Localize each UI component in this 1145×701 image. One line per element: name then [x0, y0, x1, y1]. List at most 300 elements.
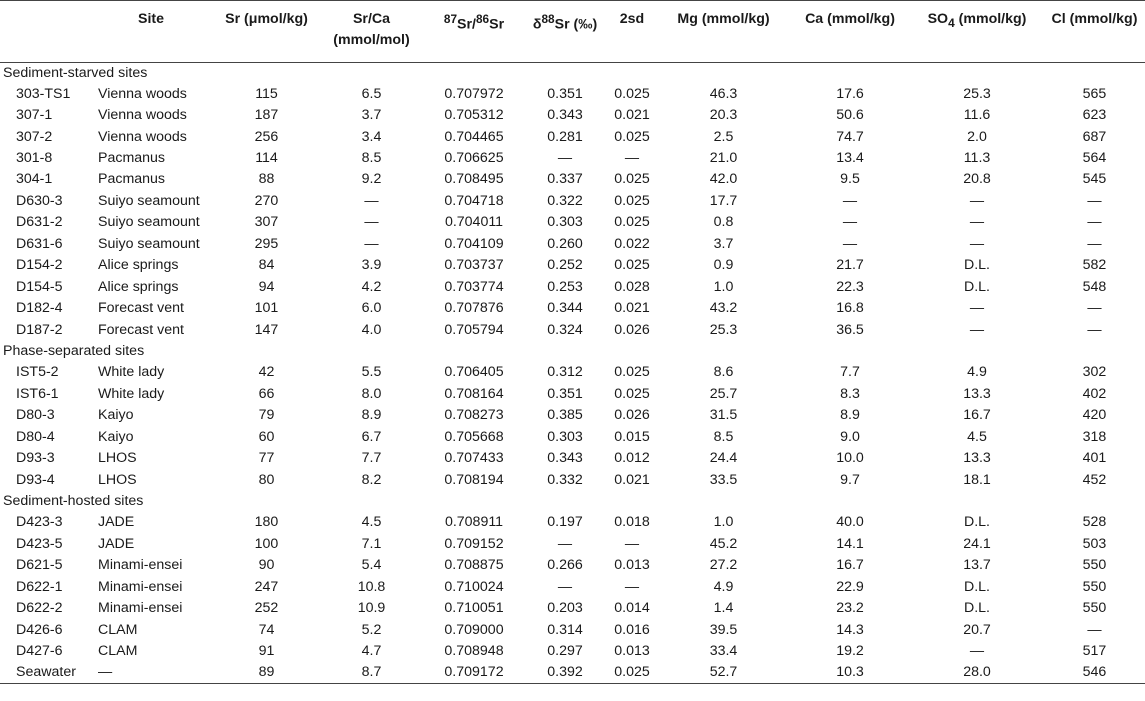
table-cell: 0.026 — [614, 321, 650, 338]
table-cell: 3.9 — [361, 257, 382, 274]
table-cell: 74 — [258, 621, 275, 638]
header-ca: Ca (mmol/kg) — [805, 11, 895, 27]
table-cell: 0.708911 — [444, 514, 504, 531]
table-cell: 564 — [1082, 150, 1107, 167]
table-cell: 7.7 — [361, 450, 382, 467]
table-cell: 0.708948 — [444, 643, 504, 660]
table-cell: 0.703737 — [444, 257, 504, 274]
table-cell: 8.5 — [361, 150, 382, 167]
table-cell: Kaiyo — [98, 407, 134, 424]
table-cell: 0.203 — [547, 600, 583, 617]
table-cell: 22.9 — [836, 578, 864, 595]
table-cell: 302 — [1082, 364, 1107, 381]
table-cell: 1.0 — [713, 278, 734, 295]
table-row — [0, 619, 1145, 640]
table-cell: 0.344 — [547, 300, 583, 317]
table-cell: 8.5 — [713, 428, 734, 445]
table-cell: 7.1 — [361, 535, 382, 552]
table-cell: — — [969, 321, 985, 338]
table-cell: 42.0 — [709, 171, 738, 188]
table-row — [0, 641, 1145, 662]
table-cell: 0.016 — [614, 621, 650, 638]
table-cell: 0.705668 — [444, 428, 504, 445]
table-cell: 11.6 — [963, 107, 991, 124]
table-cell: 0.392 — [547, 664, 583, 681]
header-site: Site — [138, 11, 165, 27]
table-row — [0, 148, 1145, 169]
table-cell: 0.197 — [547, 514, 583, 531]
table-cell: 11.3 — [963, 150, 991, 167]
table-cell: Seawater — [16, 664, 76, 681]
table-cell: — — [557, 535, 573, 552]
table-cell: 546 — [1082, 664, 1107, 681]
table-cell: 318 — [1082, 428, 1107, 445]
table-cell: 10.8 — [357, 578, 386, 595]
table-cell: 4.5 — [361, 514, 382, 531]
table-cell: 6.0 — [361, 300, 382, 317]
table-row — [0, 276, 1145, 297]
table-cell: 307-1 — [16, 107, 53, 124]
table-cell: White lady — [98, 364, 165, 381]
table-cell: 4.2 — [361, 278, 382, 295]
header-delta: $\delta^{88}Sr$ (‰) — [532, 12, 598, 33]
table-cell: — — [624, 578, 640, 595]
table-row — [0, 319, 1145, 340]
table-cell: 0.351 — [547, 385, 583, 402]
table-cell: 180 — [254, 514, 279, 531]
table-cell: 13.3 — [963, 385, 991, 402]
table-row — [0, 577, 1145, 598]
table-cell: 19.2 — [836, 643, 864, 660]
table-cell: 17.7 — [709, 192, 738, 209]
table-cell: 0.021 — [614, 471, 650, 488]
table-cell: — — [1087, 235, 1102, 252]
table-cell: 25.3 — [963, 85, 991, 102]
table-cell: 74.7 — [836, 128, 864, 145]
table-cell: 4.7 — [361, 643, 382, 660]
table-cell: 0.303 — [547, 428, 583, 445]
table-cell: — — [1087, 621, 1102, 638]
table-row — [0, 255, 1145, 276]
table-cell: 0.303 — [547, 214, 583, 231]
table-cell: 8.9 — [361, 407, 382, 424]
table-cell: 8.3 — [840, 385, 860, 402]
table-cell: 0.266 — [547, 557, 583, 574]
table-row — [0, 298, 1145, 319]
table-cell: 2.0 — [967, 128, 987, 145]
table-cell: Vienna woods — [98, 85, 187, 102]
table-cell: 401 — [1082, 450, 1107, 467]
table-cell: LHOS — [98, 450, 137, 467]
header-ratio: $^{87}$Sr/$^{86}$Sr — [443, 12, 505, 33]
table-cell: 517 — [1082, 643, 1107, 660]
table-cell: 307-2 — [16, 128, 53, 145]
table-cell: Minami-ensei — [98, 600, 183, 617]
table-cell: 0.708164 — [444, 385, 504, 402]
table-cell: — — [364, 192, 379, 209]
table-cell: 0.351 — [547, 85, 583, 102]
table-cell: Pacmanus — [98, 150, 166, 167]
table-cell: 101 — [254, 300, 279, 317]
table-cell: 60 — [258, 428, 275, 445]
table-cell: 10.9 — [357, 600, 386, 617]
table-cell: 3.7 — [361, 107, 382, 124]
header-mg: Mg (mmol/kg) — [677, 11, 770, 27]
table-cell: — — [1087, 192, 1102, 209]
table-cell: 0.707876 — [444, 300, 504, 317]
table-cell: 27.2 — [709, 557, 738, 574]
table-cell: 0.013 — [614, 557, 650, 574]
table-body — [0, 62, 1145, 684]
table-row — [0, 384, 1145, 405]
table-cell: — — [969, 300, 985, 317]
table-cell: 550 — [1082, 557, 1107, 574]
table-cell: 0.710024 — [444, 578, 504, 595]
table-cell: 0.704718 — [444, 192, 504, 209]
table-cell: 565 — [1082, 85, 1107, 102]
table-cell: 0.025 — [614, 171, 650, 188]
table-cell: D.L. — [963, 578, 991, 595]
table-cell: 687 — [1082, 128, 1107, 145]
table-cell: 0.014 — [614, 600, 650, 617]
table-cell: Forecast vent — [98, 300, 184, 317]
table-cell: 21.0 — [709, 150, 738, 167]
table-cell: LHOS — [98, 471, 137, 488]
group-title: Sediment-hosted sites — [3, 493, 144, 510]
table-cell: 0.707972 — [444, 85, 504, 102]
table-cell: D621-5 — [16, 557, 63, 574]
table-cell: 115 — [255, 85, 278, 102]
table-cell: — — [969, 643, 985, 660]
table-cell: 0.707433 — [444, 450, 504, 467]
table-cell: D80-4 — [16, 428, 55, 445]
table-cell: Suiyo seamount — [98, 235, 200, 252]
group-heading-row — [0, 62, 1145, 84]
table-cell: CLAM — [98, 621, 138, 638]
table-cell: Forecast vent — [98, 321, 184, 338]
table-cell: 6.7 — [361, 428, 382, 445]
table-cell: — — [98, 664, 113, 681]
header-srca: Sr/Ca (mmol/mol) — [333, 11, 410, 48]
table-row — [0, 448, 1145, 469]
table-cell: Minami-ensei — [98, 557, 183, 574]
table-cell: 0.708495 — [444, 171, 504, 188]
table-cell: D423-5 — [16, 535, 63, 552]
table-row — [0, 362, 1145, 383]
table-cell: — — [557, 578, 573, 595]
table-row — [0, 555, 1145, 576]
table-cell: 79 — [258, 407, 275, 424]
table-cell: 18.1 — [963, 471, 991, 488]
table-cell: 89 — [258, 664, 275, 681]
table-cell: 0.018 — [614, 514, 650, 531]
table-cell: 0.022 — [614, 235, 650, 252]
table-cell: 90 — [258, 557, 275, 574]
table-cell: — — [842, 214, 858, 231]
table-cell: Alice springs — [98, 278, 179, 295]
table-cell: 0.709172 — [444, 664, 504, 681]
table-cell: 0.260 — [547, 235, 583, 252]
table-cell: 503 — [1082, 535, 1107, 552]
table-cell: 25.3 — [709, 321, 738, 338]
table-cell: D93-4 — [16, 471, 55, 488]
table-cell: 5.2 — [361, 621, 382, 638]
table-cell: 100 — [254, 535, 279, 552]
table-cell: 66 — [258, 385, 275, 402]
table-cell: Pacmanus — [98, 171, 166, 188]
table-row — [0, 126, 1145, 147]
table-row — [0, 169, 1145, 190]
table-cell: 25.7 — [709, 385, 738, 402]
table-cell: D.L. — [963, 600, 991, 617]
table-cell: 5.5 — [361, 364, 382, 381]
table-cell: 42 — [258, 364, 275, 381]
table-cell: D182-4 — [16, 300, 63, 317]
table-row — [0, 469, 1145, 490]
header-sr: Sr (μmol/kg) — [225, 11, 308, 27]
table-cell: 0.705312 — [444, 107, 504, 124]
table-cell: 0.012 — [614, 450, 650, 467]
table-cell: 0.025 — [614, 385, 650, 402]
table-cell: D622-2 — [16, 600, 63, 617]
table-cell: D187-2 — [16, 321, 63, 338]
table-cell: D423-3 — [16, 514, 63, 531]
header-so4: $SO_4$ (mmol/kg) — [927, 11, 1027, 30]
table-row — [0, 405, 1145, 426]
table-row — [0, 598, 1145, 619]
table-cell: 0.025 — [614, 257, 650, 274]
table-cell: 0.025 — [614, 214, 650, 231]
table-cell: 0.025 — [614, 128, 650, 145]
table-cell: Alice springs — [98, 257, 179, 274]
table-cell: 114 — [255, 150, 278, 167]
table-cell: — — [557, 150, 573, 167]
table-cell: 0.324 — [547, 321, 583, 338]
table-row — [0, 512, 1145, 533]
table-cell: 0.703774 — [444, 278, 504, 295]
table-cell: 0.708273 — [444, 407, 504, 424]
table-cell: D426-6 — [16, 621, 63, 638]
table-row — [0, 234, 1145, 255]
table-cell: IST5-2 — [16, 364, 59, 381]
table-cell: — — [969, 192, 985, 209]
table-cell: 8.6 — [713, 364, 734, 381]
table-cell: 0.709152 — [444, 535, 504, 552]
table-cell: 304-1 — [16, 171, 53, 188]
table-cell: 0.709000 — [444, 621, 504, 638]
table-cell: 3.7 — [713, 235, 734, 252]
table-cell: — — [842, 235, 858, 252]
table-cell: Minami-ensei — [98, 578, 183, 595]
table-cell: IST6-1 — [16, 385, 59, 402]
table-cell: JADE — [98, 535, 135, 552]
table-cell: 6.5 — [361, 85, 382, 102]
table-cell: 20.7 — [963, 621, 991, 638]
table-cell: 2.5 — [713, 128, 734, 145]
table-cell: 16.7 — [963, 407, 991, 424]
table-cell: 0.253 — [547, 278, 583, 295]
table-cell: 24.1 — [963, 535, 991, 552]
table-cell: 4.9 — [967, 364, 987, 381]
table-cell: 1.0 — [713, 514, 734, 531]
table-cell: 33.4 — [709, 643, 738, 660]
table-cell: D427-6 — [16, 643, 63, 660]
table-cell: 33.5 — [709, 471, 738, 488]
table-cell: 80 — [258, 471, 275, 488]
table-cell: D.L. — [963, 257, 991, 274]
table-cell: D631-6 — [16, 235, 63, 252]
table-row — [0, 191, 1145, 212]
table-cell: Suiyo seamount — [98, 214, 200, 231]
table-cell: 0.706405 — [444, 364, 504, 381]
table-cell: — — [1087, 321, 1102, 338]
table-cell: 36.5 — [836, 321, 864, 338]
table-cell: 0.343 — [547, 450, 583, 467]
group-title: Sediment-starved sites — [3, 64, 148, 81]
table-cell: 0.281 — [547, 128, 583, 145]
table-cell: 24.4 — [709, 450, 738, 467]
table-cell: 45.2 — [709, 535, 738, 552]
table-cell: 14.1 — [836, 535, 864, 552]
table-cell: 0.025 — [614, 364, 650, 381]
table-cell: CLAM — [98, 643, 138, 660]
table-cell: 21.7 — [836, 257, 864, 274]
table-cell: 0.343 — [547, 107, 583, 124]
table-cell: 0.8 — [713, 214, 734, 231]
table-cell: 94 — [258, 278, 275, 295]
table-cell: 7.7 — [840, 364, 860, 381]
table-cell: 550 — [1082, 600, 1107, 617]
table-row — [0, 212, 1145, 233]
header-row — [0, 0, 1145, 62]
table-cell: 147 — [254, 321, 279, 338]
table-cell: 16.8 — [836, 300, 864, 317]
table-cell: 0.322 — [547, 192, 583, 209]
table-cell: 9.0 — [840, 428, 860, 445]
table-cell: — — [969, 214, 985, 231]
table-cell: 4.5 — [967, 428, 987, 445]
table-cell: 0.021 — [614, 300, 650, 317]
table-cell: 8.0 — [361, 385, 382, 402]
table-cell: 9.7 — [840, 471, 860, 488]
table-cell: 1.4 — [713, 600, 734, 617]
table-cell: — — [842, 192, 858, 209]
table-cell: 0.704011 — [444, 214, 504, 231]
table-cell: 528 — [1082, 514, 1107, 531]
table-cell: 16.7 — [836, 557, 864, 574]
table-cell: 0.708875 — [444, 557, 504, 574]
table-cell: 4.9 — [713, 578, 734, 595]
table-cell: 187 — [254, 107, 279, 124]
table-cell: 247 — [254, 578, 279, 595]
table-cell: 4.0 — [361, 321, 382, 338]
table-cell: 17.6 — [836, 85, 864, 102]
table-cell: 9.2 — [361, 171, 382, 188]
table-cell: 307 — [254, 214, 279, 231]
header-id — [0, 0, 98, 62]
table-cell: 0.710051 — [444, 600, 504, 617]
table-cell: 28.0 — [963, 664, 991, 681]
table-cell: — — [624, 150, 640, 167]
table-cell: 256 — [254, 128, 279, 145]
table-cell: 0.025 — [614, 664, 650, 681]
table-cell: — — [969, 235, 985, 252]
table-cell: 0.337 — [547, 171, 583, 188]
table-cell: D154-5 — [16, 278, 63, 295]
table-row — [0, 662, 1145, 684]
table-cell: 9.5 — [840, 171, 860, 188]
table-cell: 0.705794 — [444, 321, 504, 338]
header-2sd: 2sd — [619, 11, 645, 27]
group-heading-row — [0, 491, 1145, 512]
table-cell: 52.7 — [709, 664, 738, 681]
table-cell: — — [624, 535, 640, 552]
table-cell: 3.4 — [361, 128, 382, 145]
table-cell: 0.704465 — [444, 128, 504, 145]
table-cell: 10.0 — [836, 450, 864, 467]
group-title: Phase-separated sites — [3, 342, 145, 359]
group-heading-row — [0, 341, 1145, 362]
table-cell: 0.015 — [614, 428, 650, 445]
table-cell: 0.704109 — [444, 235, 504, 252]
table-cell: 39.5 — [709, 621, 738, 638]
table-cell: 0.385 — [547, 407, 583, 424]
table-cell: D.L. — [963, 278, 991, 295]
table-cell: 23.2 — [836, 600, 864, 617]
table-cell: D80-3 — [16, 407, 55, 424]
table-cell: D630-3 — [16, 192, 63, 209]
table-cell: 420 — [1082, 407, 1107, 424]
table-cell: 0.028 — [614, 278, 650, 295]
table-cell: Suiyo seamount — [98, 192, 200, 209]
table-cell: 46.3 — [709, 85, 738, 102]
table-cell: 8.2 — [361, 471, 382, 488]
table-cell: Vienna woods — [98, 107, 187, 124]
table-cell: 84 — [258, 257, 275, 274]
table-cell: 0.9 — [713, 257, 734, 274]
table-row — [0, 105, 1145, 126]
table-cell: — — [364, 235, 379, 252]
table-cell: 14.3 — [836, 621, 864, 638]
table-cell: D622-1 — [16, 578, 63, 595]
table-cell: 303-TS1 — [16, 85, 71, 102]
top-rule — [0, 0, 1145, 1]
table-cell: 13.4 — [836, 150, 864, 167]
table-cell: 50.6 — [836, 107, 864, 124]
header-cl: Cl (mmol/kg) — [1051, 11, 1138, 27]
table-cell: 0.025 — [614, 192, 650, 209]
table-cell: 545 — [1082, 171, 1107, 188]
table-cell: 40.0 — [836, 514, 864, 531]
table-row — [0, 84, 1145, 105]
table-cell: 31.5 — [709, 407, 738, 424]
table-cell: 452 — [1082, 471, 1107, 488]
table-row — [0, 427, 1145, 448]
table-cell: 252 — [254, 600, 279, 617]
table-cell: D631-2 — [16, 214, 63, 231]
table-cell: 0.026 — [614, 407, 650, 424]
table-cell: — — [1087, 300, 1102, 317]
table-cell: 0.708194 — [444, 471, 504, 488]
table-cell: 0.312 — [547, 364, 583, 381]
table-cell: 10.3 — [836, 664, 864, 681]
table-cell: D.L. — [963, 514, 991, 531]
table-cell: 88 — [258, 171, 275, 188]
table-cell: 295 — [254, 235, 279, 252]
table-cell: — — [364, 214, 379, 231]
table-cell: 0.314 — [547, 621, 583, 638]
table-cell: 8.9 — [840, 407, 860, 424]
